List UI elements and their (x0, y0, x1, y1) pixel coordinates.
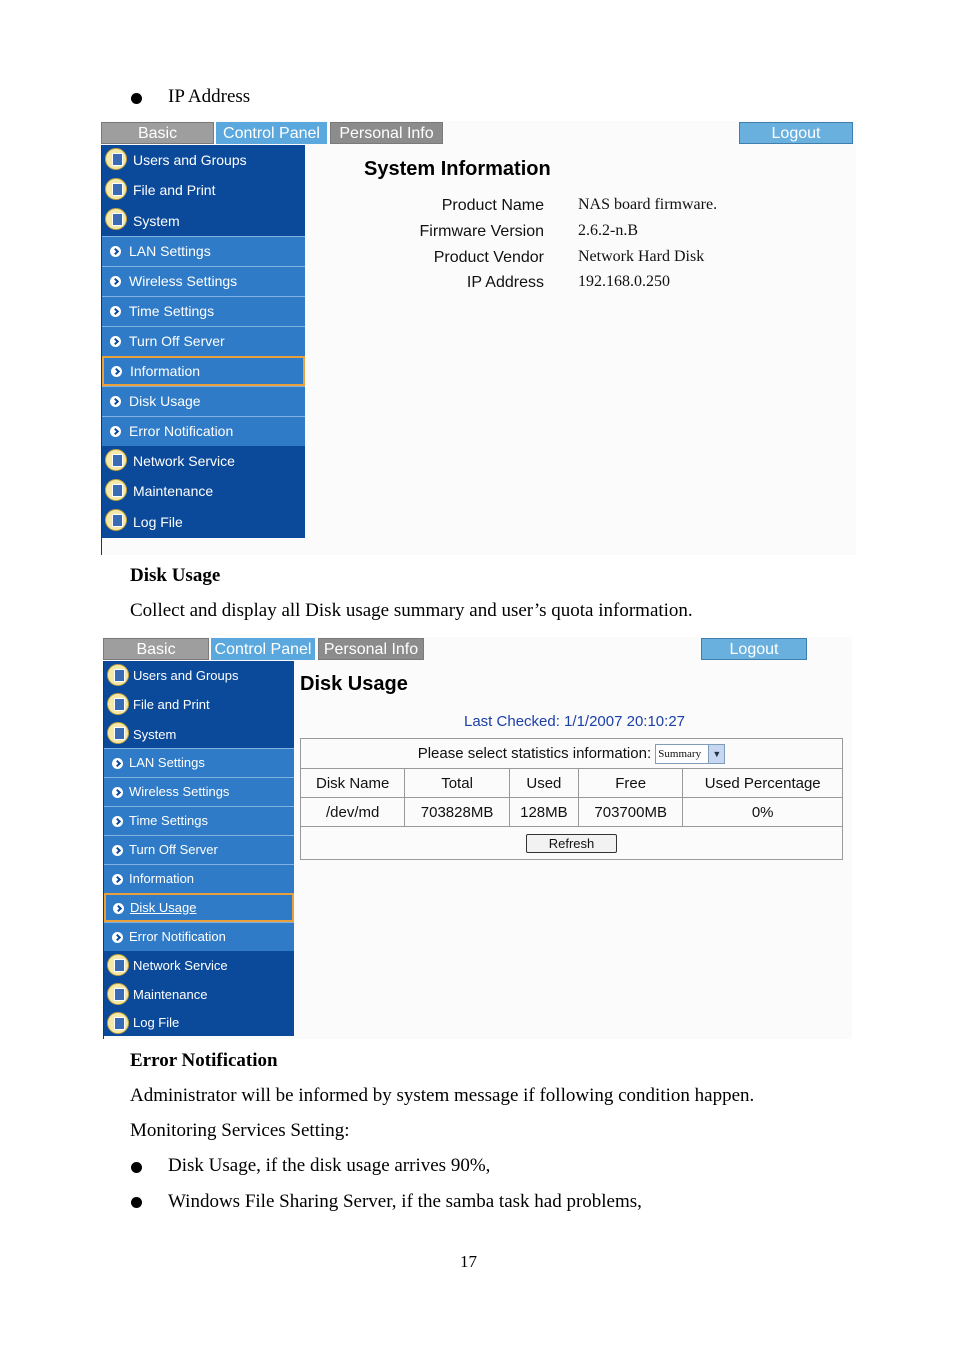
folder-user-icon (107, 693, 129, 715)
info-label: IP Address (466, 274, 544, 291)
sidebar-item-file-and-print[interactable] (102, 175, 305, 205)
arrow-right-icon (113, 903, 124, 914)
table-cell: 703828MB (405, 798, 509, 827)
sidebar-item-label: Information (130, 363, 201, 379)
section-heading-error-notification: Error Notification (130, 1050, 278, 1071)
folder-user-icon (105, 178, 127, 200)
select-row (301, 739, 843, 769)
page-title: Disk Usage (300, 673, 408, 695)
last-checked: Last Checked: 1/1/2007 20:10:27 (464, 713, 686, 730)
chevron-down-icon: ▼ (708, 745, 724, 763)
info-label: Product Vendor (433, 249, 544, 266)
tab-basic[interactable]: Basic (101, 122, 214, 144)
sidebar-item-label: LAN Settings (129, 243, 211, 259)
tab-personal-info[interactable]: Personal Info (330, 122, 443, 144)
table-cell: 128MB (509, 798, 578, 827)
arrow-right-icon (112, 787, 123, 798)
arrow-right-icon (110, 276, 121, 287)
sidebar-item-log-file[interactable] (102, 506, 305, 538)
bullet-dot (131, 1197, 142, 1208)
sidebar-item-label: File and Print (133, 182, 216, 198)
tab-basic[interactable]: Basic (103, 638, 209, 660)
sidebar-item-system[interactable] (104, 719, 294, 748)
column-header: Used Percentage (683, 769, 843, 798)
arrow-right-icon (112, 758, 123, 769)
sidebar-item-label: Turn Off Server (129, 333, 225, 349)
sidebar (104, 661, 294, 1036)
page-number: 17 (460, 1252, 477, 1271)
sidebar-item-label: Log File (133, 514, 183, 530)
tab-personal-info[interactable]: Personal Info (318, 638, 424, 660)
sidebar-item-maintenance[interactable] (102, 476, 305, 506)
tab-control-panel[interactable]: Control Panel (216, 122, 327, 144)
bullet-samba: Windows File Sharing Server, if the samba task had problems, (168, 1191, 642, 1212)
sidebar-item-label: Maintenance (133, 483, 214, 499)
column-header: Free (579, 769, 683, 798)
folder-user-icon (107, 983, 129, 1005)
section-heading-disk-usage: Disk Usage (130, 565, 221, 586)
sidebar-item-disk-usage[interactable] (104, 893, 294, 922)
table-cell: 703700MB (579, 798, 683, 827)
sidebar-item-users-and-groups[interactable] (102, 145, 305, 175)
sidebar-item-file-and-print[interactable] (104, 690, 294, 719)
sidebar-item-turn-off-server[interactable] (104, 835, 294, 864)
sidebar-item-label: Time Settings (129, 303, 215, 319)
table-header-row (301, 769, 843, 798)
paragraph-error-notification: Administrator will be informed by system message if following condition happen. (130, 1085, 755, 1106)
sidebar-item-maintenance[interactable] (104, 980, 294, 1009)
sidebar-item-label: Error Notification (129, 423, 234, 439)
table-cell: /dev/md (301, 798, 405, 827)
arrow-right-icon (112, 932, 123, 943)
select-value: Summary (658, 747, 702, 760)
sidebar-item-lan-settings[interactable] (102, 236, 305, 266)
sidebar-item-wireless-settings[interactable] (102, 266, 305, 296)
table-cell: 0% (683, 798, 843, 827)
sidebar-item-turn-off-server[interactable] (102, 326, 305, 356)
info-label: Firmware Version (419, 223, 544, 240)
folder-user-icon (105, 148, 127, 170)
sidebar-item-label: Disk Usage (130, 900, 197, 915)
screenshot-system-information (101, 121, 856, 555)
folder-user-icon (107, 1012, 129, 1034)
bullet-dot (131, 1162, 142, 1173)
bullet-dot (131, 93, 142, 104)
info-value: 192.168.0.250 (578, 273, 670, 290)
folder-user-icon (105, 449, 127, 471)
sidebar-item-label: Wireless Settings (129, 273, 238, 289)
sidebar-item-information[interactable] (102, 356, 305, 386)
select-prompt: Please select statistics information: (417, 744, 652, 762)
logout-button[interactable]: Logout (701, 638, 807, 660)
column-header: Total (405, 769, 509, 798)
sidebar-item-log-file[interactable] (104, 1009, 294, 1036)
sidebar-item-disk-usage[interactable] (102, 386, 305, 416)
arrow-right-icon (110, 426, 121, 437)
sidebar-item-lan-settings[interactable] (104, 748, 294, 777)
sidebar-item-label: System (133, 213, 180, 229)
sidebar-item-information[interactable] (104, 864, 294, 893)
sidebar-item-system[interactable] (102, 205, 305, 236)
sidebar-item-time-settings[interactable] (102, 296, 305, 326)
arrow-right-icon (112, 816, 123, 827)
arrow-right-icon (110, 306, 121, 317)
sidebar-item-wireless-settings[interactable] (104, 777, 294, 806)
refresh-button[interactable]: Refresh (526, 834, 618, 853)
sidebar-item-network-service[interactable] (104, 951, 294, 980)
folder-user-icon (107, 664, 129, 686)
paragraph-disk-usage: Collect and display all Disk usage summary and user’s quota information. (130, 600, 693, 621)
bullet-disk-usage: Disk Usage, if the disk usage arrives 90%, (168, 1155, 491, 1176)
sidebar-item-label: Turn Off Server (129, 842, 218, 857)
arrow-right-icon (110, 336, 121, 347)
sidebar-item-label: Error Notification (129, 929, 226, 944)
sidebar-item-label: Time Settings (129, 813, 208, 828)
info-value: NAS board firmware. (578, 196, 718, 213)
arrow-right-icon (110, 396, 121, 407)
page-title: System Information (364, 158, 551, 180)
sidebar-item-network-service[interactable] (102, 446, 305, 476)
sidebar-item-label: File and Print (133, 697, 210, 712)
info-value: 2.6.2-n.B (578, 222, 638, 239)
info-label: Product Name (441, 197, 544, 214)
arrow-right-icon (112, 874, 123, 885)
sidebar-item-label: Network Service (133, 958, 228, 973)
sidebar-item-label: Log File (133, 1015, 180, 1030)
arrow-right-icon (111, 366, 122, 377)
column-header: Disk Name (301, 769, 405, 798)
sidebar (102, 145, 305, 538)
sidebar-item-error-notification[interactable] (102, 416, 305, 446)
folder-user-icon (105, 208, 127, 230)
folder-user-icon (105, 509, 127, 531)
statistics-select[interactable] (655, 744, 725, 764)
disk-usage-table (300, 738, 843, 860)
info-value: Network Hard Disk (578, 248, 705, 265)
table-row (301, 798, 843, 827)
sidebar-item-users-and-groups[interactable] (104, 661, 294, 690)
folder-user-icon (107, 722, 129, 744)
sidebar-item-label: Users and Groups (133, 668, 239, 683)
sidebar-item-label: System (133, 727, 177, 742)
arrow-right-icon (110, 246, 121, 257)
sidebar-item-label: Maintenance (133, 987, 208, 1002)
sidebar-item-time-settings[interactable] (104, 806, 294, 835)
folder-user-icon (105, 479, 127, 501)
folder-user-icon (107, 954, 129, 976)
refresh-row (301, 827, 843, 860)
bullet-ip-address: IP Address (168, 86, 251, 107)
sidebar-item-label: Users and Groups (133, 152, 247, 168)
tab-control-panel[interactable]: Control Panel (211, 638, 315, 660)
sidebar-item-label: Disk Usage (129, 393, 201, 409)
sidebar-item-error-notification[interactable] (104, 922, 294, 951)
paragraph-monitoring: Monitoring Services Setting: (130, 1120, 350, 1141)
sidebar-item-label: Network Service (133, 453, 235, 469)
screenshot-disk-usage (103, 637, 852, 1039)
sidebar-item-label: Wireless Settings (129, 784, 230, 799)
logout-button[interactable]: Logout (739, 122, 853, 144)
column-header: Used (509, 769, 578, 798)
sidebar-item-label: LAN Settings (129, 755, 205, 770)
sidebar-item-label: Information (129, 871, 195, 886)
arrow-right-icon (112, 845, 123, 856)
